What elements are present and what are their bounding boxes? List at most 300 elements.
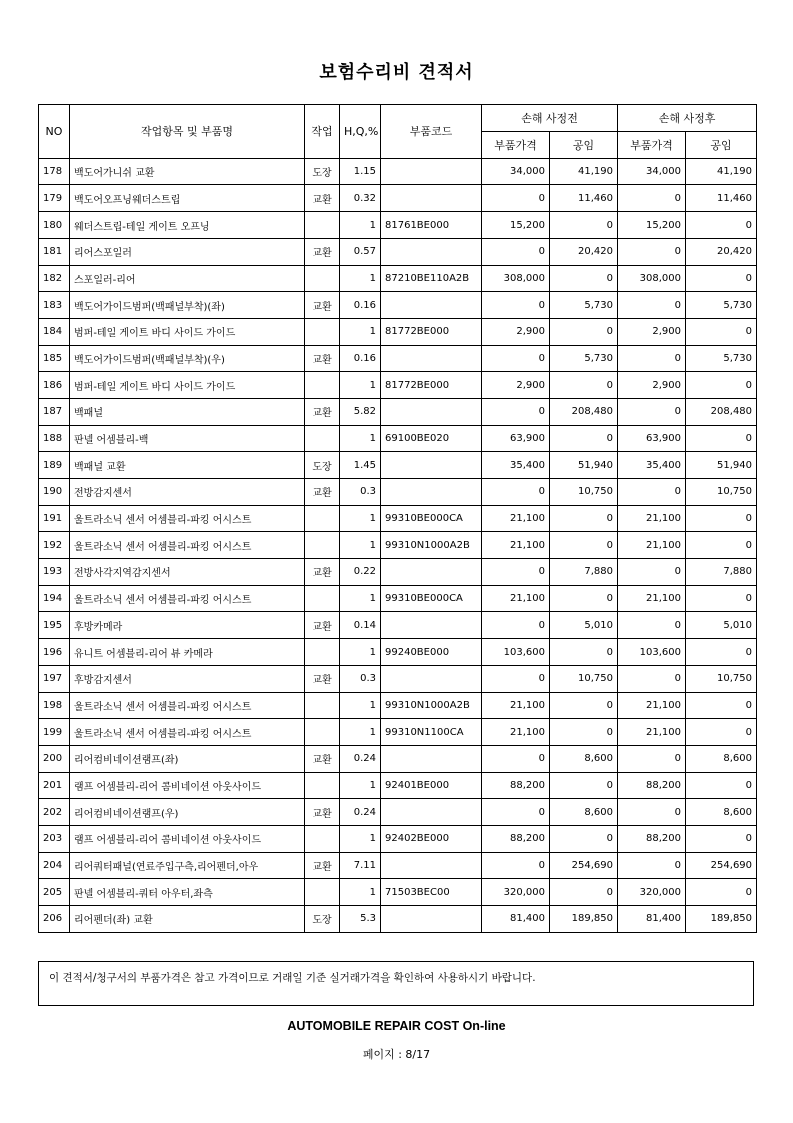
cell-after-labor: 0 <box>686 692 757 719</box>
table-row <box>39 345 757 372</box>
cell-before-labor: 0 <box>550 585 618 612</box>
document-title: 보험수리비 견적서 <box>319 62 474 83</box>
cell-hq: 0.57 <box>340 238 381 265</box>
cell-after-labor: 0 <box>686 532 757 559</box>
page-number: 페이지 : 8/17 <box>362 1048 431 1061</box>
cell-after-labor: 0 <box>686 505 757 532</box>
cell-before-labor: 5,730 <box>550 345 618 372</box>
cell-after-part-price: 308,000 <box>618 265 686 292</box>
table-body <box>39 158 757 932</box>
cell-hq: 7.11 <box>340 852 381 879</box>
cell-before-part-price: 35,400 <box>482 452 550 479</box>
cell-no: 198 <box>39 692 70 719</box>
cell-before-part-price: 0 <box>482 238 550 265</box>
cell-work: 교환 <box>305 479 340 506</box>
cell-after-part-price: 0 <box>618 745 686 772</box>
cell-code <box>381 345 482 372</box>
cell-before-labor: 0 <box>550 212 618 239</box>
cell-no: 190 <box>39 479 70 506</box>
cell-hq: 1 <box>340 825 381 852</box>
cell-work: 교환 <box>305 799 340 826</box>
cell-code: 99310BE000CA <box>381 585 482 612</box>
cell-code <box>381 799 482 826</box>
table-row <box>39 612 757 639</box>
cell-before-part-price: 2,900 <box>482 318 550 345</box>
cell-hq: 1 <box>340 772 381 799</box>
table-row <box>39 505 757 532</box>
cell-after-part-price: 0 <box>618 612 686 639</box>
cell-no: 195 <box>39 612 70 639</box>
cell-before-labor: 0 <box>550 425 618 452</box>
cell-code: 81772BE000 <box>381 372 482 399</box>
cell-work <box>305 372 340 399</box>
cell-item: 백도어가이드범퍼(백패널부착)(우) <box>70 345 305 372</box>
cell-work <box>305 318 340 345</box>
cell-work <box>305 639 340 666</box>
header-code: 부품코드 <box>381 105 482 159</box>
cell-before-part-price: 0 <box>482 559 550 586</box>
cell-work <box>305 425 340 452</box>
cell-hq: 5.82 <box>340 398 381 425</box>
cell-after-labor: 20,420 <box>686 238 757 265</box>
cell-after-part-price: 0 <box>618 479 686 506</box>
cell-after-part-price: 88,200 <box>618 825 686 852</box>
cell-work: 도장 <box>305 452 340 479</box>
cell-item: 백도어오프닝웨더스트립 <box>70 185 305 212</box>
cell-before-labor: 41,190 <box>550 158 618 185</box>
header-hq: H,Q,% <box>340 105 381 159</box>
cell-hq: 0.3 <box>340 479 381 506</box>
cell-no: 183 <box>39 292 70 319</box>
cell-before-part-price: 21,100 <box>482 532 550 559</box>
cell-after-labor: 0 <box>686 639 757 666</box>
cell-before-part-price: 103,600 <box>482 639 550 666</box>
cell-before-part-price: 88,200 <box>482 772 550 799</box>
cell-before-labor: 0 <box>550 265 618 292</box>
cell-item: 범퍼-테일 게이트 바디 사이드 가이드 <box>70 372 305 399</box>
cell-after-labor: 8,600 <box>686 799 757 826</box>
cell-before-part-price: 2,900 <box>482 372 550 399</box>
table-row <box>39 559 757 586</box>
cell-hq: 0.24 <box>340 745 381 772</box>
cell-after-labor: 5,010 <box>686 612 757 639</box>
table-row <box>39 292 757 319</box>
cell-work: 교환 <box>305 185 340 212</box>
cell-code <box>381 158 482 185</box>
cell-before-part-price: 34,000 <box>482 158 550 185</box>
table-row <box>39 799 757 826</box>
cell-code <box>381 665 482 692</box>
cell-after-labor: 10,750 <box>686 479 757 506</box>
cell-item: 울트라소닉 센서 어셈블리-파킹 어시스트 <box>70 532 305 559</box>
cell-after-labor: 189,850 <box>686 906 757 933</box>
cell-after-labor: 0 <box>686 879 757 906</box>
cell-hq: 1.15 <box>340 158 381 185</box>
cell-no: 196 <box>39 639 70 666</box>
cell-before-part-price: 21,100 <box>482 585 550 612</box>
cell-after-labor: 10,750 <box>686 665 757 692</box>
cell-after-labor: 5,730 <box>686 345 757 372</box>
cell-item: 백패널 교환 <box>70 452 305 479</box>
cell-hq: 0.32 <box>340 185 381 212</box>
cell-after-labor: 8,600 <box>686 745 757 772</box>
cell-before-labor: 0 <box>550 719 618 746</box>
cell-after-part-price: 0 <box>618 238 686 265</box>
cell-hq: 1 <box>340 879 381 906</box>
cell-after-part-price: 320,000 <box>618 879 686 906</box>
cell-hq: 1 <box>340 505 381 532</box>
cell-before-labor: 7,880 <box>550 559 618 586</box>
cell-hq: 1 <box>340 372 381 399</box>
cell-after-part-price: 15,200 <box>618 212 686 239</box>
cell-after-part-price: 21,100 <box>618 532 686 559</box>
cell-before-labor: 254,690 <box>550 852 618 879</box>
cell-code <box>381 452 482 479</box>
cell-before-labor: 5,010 <box>550 612 618 639</box>
cell-before-part-price: 81,400 <box>482 906 550 933</box>
cell-no: 205 <box>39 879 70 906</box>
cell-work <box>305 879 340 906</box>
cell-no: 191 <box>39 505 70 532</box>
cell-no: 201 <box>39 772 70 799</box>
cell-item: 리어컴비네이션램프(우) <box>70 799 305 826</box>
cell-item: 울트라소닉 센서 어셈블리-파킹 어시스트 <box>70 585 305 612</box>
cell-no: 193 <box>39 559 70 586</box>
cell-before-part-price: 21,100 <box>482 719 550 746</box>
cell-after-labor: 0 <box>686 719 757 746</box>
cell-work: 도장 <box>305 158 340 185</box>
cell-work: 교환 <box>305 745 340 772</box>
table-row <box>39 906 757 933</box>
table-row <box>39 212 757 239</box>
cell-hq: 1 <box>340 212 381 239</box>
cell-no: 192 <box>39 532 70 559</box>
cell-work: 교환 <box>305 345 340 372</box>
cell-after-part-price: 0 <box>618 665 686 692</box>
cell-item: 범퍼-테일 게이트 바디 사이드 가이드 <box>70 318 305 345</box>
cell-hq: 0.22 <box>340 559 381 586</box>
cell-after-labor: 208,480 <box>686 398 757 425</box>
cell-item: 판넬 어셈블리-쿼터 아우터,좌측 <box>70 879 305 906</box>
cell-hq: 0.14 <box>340 612 381 639</box>
cell-no: 189 <box>39 452 70 479</box>
cell-after-labor: 0 <box>686 212 757 239</box>
cell-before-labor: 208,480 <box>550 398 618 425</box>
cell-after-part-price: 0 <box>618 292 686 319</box>
cell-after-part-price: 0 <box>618 185 686 212</box>
cell-no: 187 <box>39 398 70 425</box>
cell-before-part-price: 63,900 <box>482 425 550 452</box>
cell-hq: 1.45 <box>340 452 381 479</box>
table-row <box>39 238 757 265</box>
cell-before-part-price: 15,200 <box>482 212 550 239</box>
cell-after-part-price: 63,900 <box>618 425 686 452</box>
cell-no: 182 <box>39 265 70 292</box>
table-row <box>39 639 757 666</box>
cell-item: 램프 어셈블리-리어 콤비네이션 아웃사이드 <box>70 772 305 799</box>
cell-item: 백패널 <box>70 398 305 425</box>
cell-before-part-price: 320,000 <box>482 879 550 906</box>
cell-item: 리어쿼터패널(연료주입구측,리어펜더,아우 <box>70 852 305 879</box>
cell-code: 99240BE000 <box>381 639 482 666</box>
cell-no: 186 <box>39 372 70 399</box>
table-row <box>39 665 757 692</box>
cell-code: 81772BE000 <box>381 318 482 345</box>
cell-code: 92401BE000 <box>381 772 482 799</box>
cell-after-labor: 0 <box>686 372 757 399</box>
cell-item: 울트라소닉 센서 어셈블리-파킹 어시스트 <box>70 719 305 746</box>
cell-before-part-price: 0 <box>482 612 550 639</box>
cell-before-labor: 0 <box>550 825 618 852</box>
cell-code: 87210BE110A2B <box>381 265 482 292</box>
cell-work <box>305 585 340 612</box>
cell-item: 울트라소닉 센서 어셈블리-파킹 어시스트 <box>70 505 305 532</box>
cell-after-labor: 0 <box>686 265 757 292</box>
cell-after-part-price: 2,900 <box>618 318 686 345</box>
cell-no: 185 <box>39 345 70 372</box>
table-row <box>39 585 757 612</box>
cell-no: 202 <box>39 799 70 826</box>
cell-after-part-price: 0 <box>618 345 686 372</box>
cell-hq: 5.3 <box>340 906 381 933</box>
cell-no: 188 <box>39 425 70 452</box>
cell-item: 스포일러-리어 <box>70 265 305 292</box>
cell-after-labor: 0 <box>686 585 757 612</box>
cell-item: 리어펜더(좌) 교환 <box>70 906 305 933</box>
table-row <box>39 318 757 345</box>
cell-no: 178 <box>39 158 70 185</box>
cell-code <box>381 398 482 425</box>
table-row <box>39 772 757 799</box>
header-after-part-price: 부품가격 <box>618 131 686 158</box>
cell-no: 179 <box>39 185 70 212</box>
cell-work <box>305 772 340 799</box>
cell-hq: 0.3 <box>340 665 381 692</box>
cell-code: 71503BEC00 <box>381 879 482 906</box>
cell-no: 204 <box>39 852 70 879</box>
cell-before-labor: 0 <box>550 639 618 666</box>
cell-item: 전방사각지역감지센서 <box>70 559 305 586</box>
cell-code <box>381 612 482 639</box>
cell-after-part-price: 0 <box>618 398 686 425</box>
header-before: 손해 사정전 <box>482 105 618 132</box>
cell-item: 울트라소닉 센서 어셈블리-파킹 어시스트 <box>70 692 305 719</box>
table-row <box>39 372 757 399</box>
cell-no: 206 <box>39 906 70 933</box>
cell-work: 교환 <box>305 852 340 879</box>
cell-hq: 1 <box>340 585 381 612</box>
cell-before-part-price: 88,200 <box>482 825 550 852</box>
cell-work: 교환 <box>305 612 340 639</box>
cell-no: 181 <box>39 238 70 265</box>
cell-before-part-price: 0 <box>482 799 550 826</box>
cell-after-part-price: 2,900 <box>618 372 686 399</box>
cell-work <box>305 212 340 239</box>
cell-after-part-price: 0 <box>618 852 686 879</box>
table-row <box>39 479 757 506</box>
table-row <box>39 398 757 425</box>
cell-item: 리어스포일러 <box>70 238 305 265</box>
cell-before-labor: 0 <box>550 505 618 532</box>
cell-code: 99310N1000A2B <box>381 532 482 559</box>
cell-before-labor: 8,600 <box>550 745 618 772</box>
cell-no: 199 <box>39 719 70 746</box>
cell-code <box>381 479 482 506</box>
header-no: NO <box>39 105 70 159</box>
cell-before-labor: 11,460 <box>550 185 618 212</box>
cell-before-labor: 10,750 <box>550 665 618 692</box>
cell-after-part-price: 103,600 <box>618 639 686 666</box>
cell-code <box>381 292 482 319</box>
cell-before-labor: 51,940 <box>550 452 618 479</box>
cell-after-labor: 0 <box>686 772 757 799</box>
cell-hq: 1 <box>340 692 381 719</box>
cell-code: 99310BE000CA <box>381 505 482 532</box>
cell-work <box>305 825 340 852</box>
cell-after-part-price: 34,000 <box>618 158 686 185</box>
cell-before-labor: 0 <box>550 692 618 719</box>
cell-before-part-price: 0 <box>482 398 550 425</box>
cell-hq: 1 <box>340 318 381 345</box>
cell-work: 교환 <box>305 665 340 692</box>
table-row <box>39 452 757 479</box>
cell-item: 판넬 어셈블리-백 <box>70 425 305 452</box>
cell-no: 184 <box>39 318 70 345</box>
cell-work: 교환 <box>305 398 340 425</box>
cell-code: 69100BE020 <box>381 425 482 452</box>
table-row <box>39 879 757 906</box>
cell-before-part-price: 0 <box>482 185 550 212</box>
cell-work <box>305 532 340 559</box>
cell-after-part-price: 21,100 <box>618 585 686 612</box>
cell-work: 교환 <box>305 292 340 319</box>
cell-after-labor: 0 <box>686 318 757 345</box>
cell-no: 194 <box>39 585 70 612</box>
header-before-part-price: 부품가격 <box>482 131 550 158</box>
header-before-labor: 공임 <box>550 131 618 158</box>
cell-hq: 1 <box>340 719 381 746</box>
table-row <box>39 825 757 852</box>
cell-code: 99310N1100CA <box>381 719 482 746</box>
header-work: 작업 <box>305 105 340 159</box>
cell-before-labor: 20,420 <box>550 238 618 265</box>
cell-after-labor: 0 <box>686 825 757 852</box>
cell-item: 백도어가니쉬 교환 <box>70 158 305 185</box>
table-row <box>39 745 757 772</box>
cell-before-labor: 189,850 <box>550 906 618 933</box>
cell-work <box>305 265 340 292</box>
cell-after-labor: 51,940 <box>686 452 757 479</box>
cell-hq: 1 <box>340 425 381 452</box>
cell-after-part-price: 0 <box>618 799 686 826</box>
estimate-table <box>38 104 757 933</box>
cell-before-part-price: 0 <box>482 479 550 506</box>
cell-after-labor: 254,690 <box>686 852 757 879</box>
header-item: 작업항목 및 부품명 <box>70 105 305 159</box>
cell-before-labor: 0 <box>550 532 618 559</box>
cell-before-part-price: 0 <box>482 345 550 372</box>
cell-before-labor: 0 <box>550 879 618 906</box>
table-row <box>39 425 757 452</box>
cell-item: 리어컴비네이션램프(좌) <box>70 745 305 772</box>
cell-item: 전방감지센서 <box>70 479 305 506</box>
header-after-labor: 공임 <box>686 131 757 158</box>
table-row <box>39 185 757 212</box>
table-row <box>39 692 757 719</box>
table-row <box>39 532 757 559</box>
cell-before-part-price: 0 <box>482 292 550 319</box>
cell-code <box>381 238 482 265</box>
cell-work <box>305 505 340 532</box>
cell-before-part-price: 0 <box>482 665 550 692</box>
cell-before-part-price: 21,100 <box>482 505 550 532</box>
cell-code <box>381 745 482 772</box>
cell-no: 203 <box>39 825 70 852</box>
cell-hq: 1 <box>340 265 381 292</box>
cell-after-part-price: 21,100 <box>618 719 686 746</box>
table-row <box>39 158 757 185</box>
header-row-top <box>39 105 757 132</box>
cell-no: 180 <box>39 212 70 239</box>
cell-code: 92402BE000 <box>381 825 482 852</box>
table-row <box>39 852 757 879</box>
cell-after-labor: 0 <box>686 425 757 452</box>
table-row <box>39 719 757 746</box>
cell-work: 도장 <box>305 906 340 933</box>
cell-work <box>305 719 340 746</box>
cell-before-labor: 10,750 <box>550 479 618 506</box>
cell-after-labor: 11,460 <box>686 185 757 212</box>
cell-after-part-price: 21,100 <box>618 692 686 719</box>
cell-before-part-price: 0 <box>482 852 550 879</box>
cell-code <box>381 906 482 933</box>
cell-item: 웨더스트립-테일 게이트 오프닝 <box>70 212 305 239</box>
cell-work: 교환 <box>305 238 340 265</box>
price-notice: 이 견적서/청구서의 부품가격은 참고 가격이므로 거래일 기준 실거래가격을 확인하여 사용하시기 바랍니다. <box>38 961 754 1006</box>
cell-before-labor: 0 <box>550 318 618 345</box>
cell-after-part-price: 81,400 <box>618 906 686 933</box>
header-after: 손해 사정후 <box>618 105 757 132</box>
cell-after-labor: 7,880 <box>686 559 757 586</box>
cell-before-part-price: 308,000 <box>482 265 550 292</box>
cell-after-part-price: 21,100 <box>618 505 686 532</box>
table-row <box>39 265 757 292</box>
cell-item: 램프 어셈블리-리어 콤비네이션 아웃사이드 <box>70 825 305 852</box>
cell-code: 99310N1000A2B <box>381 692 482 719</box>
cell-code <box>381 852 482 879</box>
cell-after-labor: 41,190 <box>686 158 757 185</box>
cell-item: 후방감지센서 <box>70 665 305 692</box>
footer-brand: AUTOMOBILE REPAIR COST On-line <box>287 1019 506 1033</box>
cell-item: 백도어가이드범퍼(백패널부착)(좌) <box>70 292 305 319</box>
cell-hq: 0.24 <box>340 799 381 826</box>
cell-hq: 1 <box>340 639 381 666</box>
cell-before-labor: 0 <box>550 372 618 399</box>
cell-code <box>381 185 482 212</box>
cell-before-labor: 8,600 <box>550 799 618 826</box>
cell-hq: 0.16 <box>340 345 381 372</box>
cell-before-labor: 5,730 <box>550 292 618 319</box>
cell-no: 197 <box>39 665 70 692</box>
cell-no: 200 <box>39 745 70 772</box>
cell-work: 교환 <box>305 559 340 586</box>
cell-after-labor: 5,730 <box>686 292 757 319</box>
cell-after-part-price: 35,400 <box>618 452 686 479</box>
cell-item: 유니트 어셈블리-리어 뷰 카메라 <box>70 639 305 666</box>
cell-work <box>305 692 340 719</box>
cell-code <box>381 559 482 586</box>
cell-item: 후방카메라 <box>70 612 305 639</box>
